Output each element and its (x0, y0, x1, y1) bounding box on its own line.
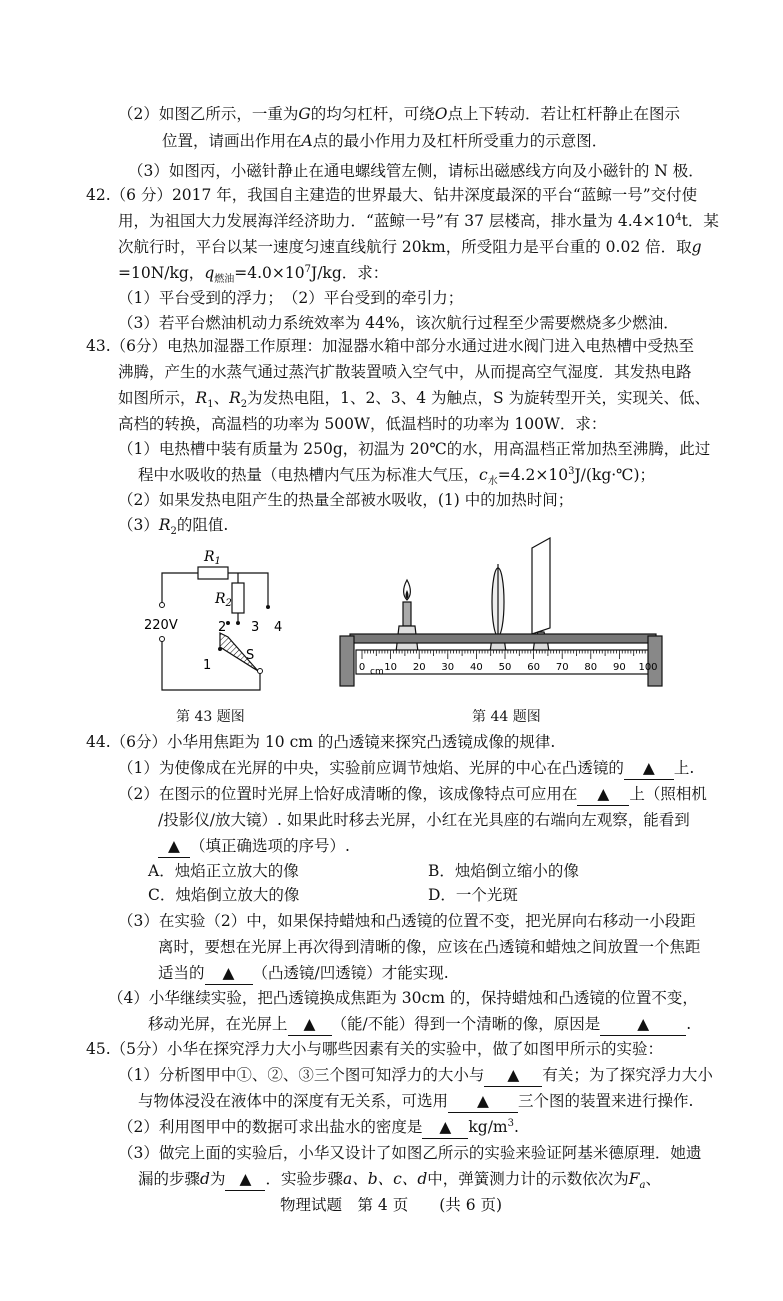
q44-blank-2: ▲ (577, 783, 629, 806)
q44-blank-6: ▲ (600, 1013, 686, 1036)
r2-label: $R_2$ (215, 591, 232, 609)
fig44-caption: 第 44 题图 (472, 709, 541, 725)
contact-2-label: 2 (218, 620, 227, 635)
switch-s-label: S (246, 648, 255, 663)
q42-line3: 次航行时，平台以某一速度匀速直线航行 20km，所受阻力是平台重的 0.02 倍．取g (118, 238, 702, 256)
q44-line3: （2）在图示的位置时光屏上恰好成清晰的像，该成像特点可应用在 ▲ 上（照相机 (118, 783, 707, 806)
q43-line4: 高档的转换，高温档的功率为 500W，低温档时的功率为 100W．求： (118, 415, 607, 433)
q44-line4: /投影仪/放大镜）. 如果此时移去光屏，小红在光具座的右端向左观察，能看到 (158, 811, 690, 829)
q44-option-a: A．烛焰正立放大的像 (148, 862, 299, 880)
q43-line7: （2）如果发热电阻产生的热量全部被水吸收，(1) 中的加热时间； (118, 491, 574, 509)
q42-line2: 用，为祖国大力发展海洋经济助力．“蓝鲸一号”有 37 层楼高，排水量为 $4.4\times 10^4t$．某 (118, 211, 719, 230)
q43-line2: 沸腾，产生的水蒸气通过蒸汽扩散装置喷入空气中，从而提高空气湿度．其发热电路 (118, 363, 692, 381)
contact-4-label: 4 (274, 620, 283, 635)
q44-line8: 离时，要想在光屏上再次得到清晰的像，应该在凸透镜和蜡烛之间放置一个焦距 (158, 938, 701, 956)
ruler-tick-label: 60 (527, 662, 540, 673)
fig43-caption: 第 43 题图 (176, 709, 245, 725)
q44-option-b: B．烛焰倒立缩小的像 (428, 862, 579, 880)
contact-3-label: 3 (251, 620, 260, 635)
q45-line2: （1）分析图甲中①、②、③三个图可知浮力的大小与 ▲ 有关；为了探究浮力大小 (118, 1064, 713, 1087)
q42-line5: （1）平台受到的浮力； （2）平台受到的牵引力； (118, 289, 464, 307)
ruler-tick-label: 50 (498, 662, 512, 673)
q43-line3: 如图所示，$R_1$、$R_2$为发热电阻，1、2、3、4 为触点，S 为旋转型开关，实现关、低、 (118, 389, 711, 411)
q44-blank-4: ▲ (205, 962, 253, 985)
q45-line6: 漏的步骤d为 ▲ ．实验步骤a、b、c、d中，弹簧测力计的示数依次为$F_a$、 (138, 1170, 662, 1192)
bench-left-leg (340, 636, 354, 686)
ruler-tick-label: 20 (412, 662, 426, 673)
q45-blank-3: ▲ (422, 1116, 468, 1139)
ruler-tick-label: 100 (638, 662, 658, 673)
q44-line10: （4）小华继续实验，把凸透镜换成焦距为 30cm 的，保持蜡烛和凸透镜的位置不变， (108, 989, 698, 1007)
q44-line1: 44.（6分）小华用焦距为 10 cm 的凸透镜来探究凸透镜成像的规律. (86, 733, 556, 751)
q45-line4: （2）利用图甲中的数据可求出盐水的密度是 ▲ $kg/m^3$. (118, 1116, 519, 1139)
ruler-tick-label: 80 (584, 662, 598, 673)
q43-line5: （1）电热槽中装有质量为 250g，初温为 20℃的水，用高温档正常加热至沸腾，此过 (118, 440, 711, 458)
q41-part2-line1: （2）如图乙所示，一重为G的均匀杠杆，可绕O点上下转动．若让杠杆静止在图示 (118, 105, 681, 123)
ruler-tick-label: 10 (384, 662, 397, 673)
circuit-diagram-figure (140, 545, 283, 700)
q44-blank-1: ▲ (624, 757, 674, 780)
q44-line5: ▲ （填正确选项的序号）. (158, 835, 350, 858)
r1-label: $R_1$ (204, 549, 221, 567)
q41-part3: （3）如图丙，小磁针静止在通电螺线管左侧，请标出磁感线方向及小磁针的 N 极． (128, 162, 704, 180)
q41-part2-line2: 位置，请画出作用在A点的最小作用力及杠杆所受重力的示意图． (162, 132, 608, 150)
optical-bench-figure (336, 534, 666, 696)
q43-line6: 程中水吸收的热量（电热槽内气压为标准大气压，$c_水=4.2\times 10^3J/(kg\cdot℃)$； (138, 465, 656, 488)
q44-blank-3: ▲ (158, 835, 190, 858)
q45-blank-1: ▲ (484, 1064, 542, 1087)
page-footer: 物理试题 第 4 页 (共 6 页) (280, 1196, 503, 1214)
q44-line11: 移动光屏，在光屏上 ▲ （能/不能）得到一个清晰的像，原因是 ▲ . (148, 1013, 691, 1036)
q44-option-c: C．烛焰倒立放大的像 (148, 886, 300, 904)
q44-blank-5: ▲ (288, 1013, 332, 1036)
ruler-tick-label: 0 (358, 662, 366, 673)
q42-line1: 42.（6 分）2017 年，我国自主建造的世界最大、钻井深度最深的平台“蓝鲸一号”交付使 (86, 186, 698, 204)
q43-line8: $(3)R_2$的阻值. (118, 516, 229, 538)
ruler-unit: cm (370, 667, 384, 677)
voltage-label: 220V (144, 618, 178, 633)
q45-line5: （3）做完上面的实验后，小华又设计了如图乙所示的实验来验证阿基米德原理．她遗 (118, 1144, 702, 1162)
ruler-tick-label: 30 (441, 662, 455, 673)
ruler-tick-label: 90 (613, 662, 626, 673)
q44-line7: （3）在实验（2）中，如果保持蜡烛和凸透镜的位置不变，把光屏向右移动一小段距 (118, 912, 696, 930)
ruler-tick-label: 70 (555, 662, 569, 673)
contact-1-label: 1 (203, 658, 212, 673)
bench-right-leg (648, 636, 662, 686)
q42-line6: （3）若平台燃油机动力系统效率为 44%，该次航行过程至少需要燃烧多少燃油． (118, 314, 679, 332)
ruler-tick-label: 40 (470, 662, 483, 673)
q44-line9: 适当的 ▲ （凸透镜/凹透镜）才能实现. (158, 962, 449, 985)
q45-line3: 与物体浸没在液体中的深度有无关系，可选用 ▲ 三个图的装置来进行操作. (138, 1090, 693, 1113)
q43-line1: 43.（6分）电热加湿器工作原理：加湿器水箱中部分水通过进水阀门进入电热槽中受热至 (86, 337, 695, 355)
q44-option-d: D．一个光斑 (428, 886, 518, 904)
q42-line4: =10N/kg，$q_{燃油}=4.0\times 10^7J/kg$．求： (118, 263, 389, 286)
q45-blank-4: ▲ (225, 1168, 265, 1191)
q45-blank-2: ▲ (448, 1090, 518, 1113)
q45-line1: 45.（5分）小华在探究浮力大小与哪些因素有关的实验中，做了如图甲所示的实验： (86, 1040, 664, 1058)
q44-line2: （1）为使像成在光屏的中央，实验前应调节烛焰、光屏的中心在凸透镜的 ▲ 上. (118, 757, 694, 780)
